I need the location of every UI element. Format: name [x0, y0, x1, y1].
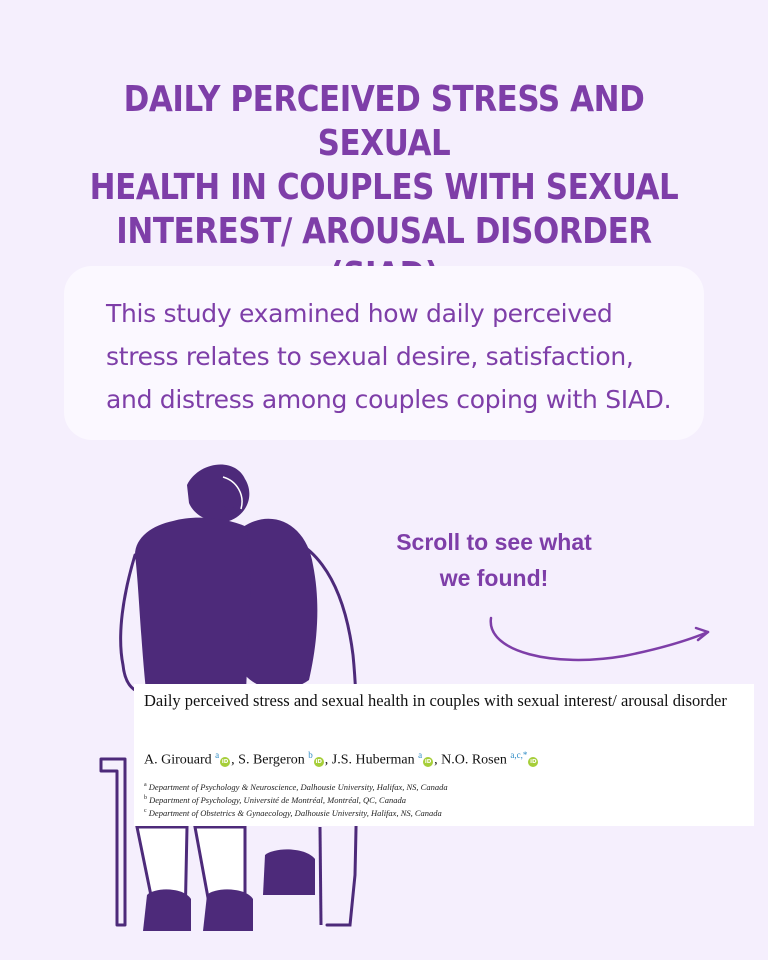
- orcid-icon[interactable]: iD: [221, 758, 229, 765]
- orcid-icon[interactable]: iD: [530, 758, 537, 765]
- orcid-icon[interactable]: iD: [315, 758, 322, 765]
- author-name: J.S. Huberman: [331, 752, 415, 768]
- affiliation-list: [144, 780, 744, 818]
- author-name: N.O. Rosen: [441, 752, 507, 768]
- author-name: S. Bergeron: [238, 752, 305, 768]
- author-affiliation-marker: b: [308, 750, 313, 760]
- author-affiliation-marker: a: [418, 750, 423, 760]
- intro-text: This study examined how daily perceived stress relates to sexual desire, satisfaction, and distress among couples coping with SIAD.: [106, 299, 672, 414]
- chair: [101, 759, 125, 925]
- page-title: DAILY PERCEIVED STRESS AND SEXUAL HEALTH IN COUPLES WITH SEXUAL INTEREST/ AROUSAL DISORDER: [89, 79, 679, 252]
- paper-header-card: [134, 684, 754, 826]
- paper-title: Daily perceived stress and sexual health in couples with sexual interest/ arousal disorder: [144, 691, 727, 710]
- scroll-hint: Scroll to see what we found!: [396, 529, 592, 591]
- curved-arrow-icon: [484, 612, 716, 666]
- author-affiliation-marker: a,c,*: [510, 750, 528, 760]
- affiliation-item: $^c$ Department of Obstetrics & Gynaecology, Dalhousie University, Halifax, NS, Canada: [144, 807, 442, 818]
- author-list: A. Girouard $^a$iD , S. Bergeron $^b$iD , J.S. Huberman $^a$iD , N.O. Rosen $^{a,c,*}$iD: [144, 750, 537, 768]
- affiliation-item: $^b$ Department of Psychology, Université de Montréal, Montréal, QC, Canada: [144, 794, 406, 805]
- author-name: A. Girouard: [144, 752, 212, 768]
- affiliation-item: $^a$ Department of Psychology & Neuroscience, Dalhousie University, Halifax, NS, Canada: [144, 781, 448, 792]
- orcid-icon[interactable]: iD: [424, 758, 432, 765]
- author-affiliation-marker: a: [215, 750, 220, 760]
